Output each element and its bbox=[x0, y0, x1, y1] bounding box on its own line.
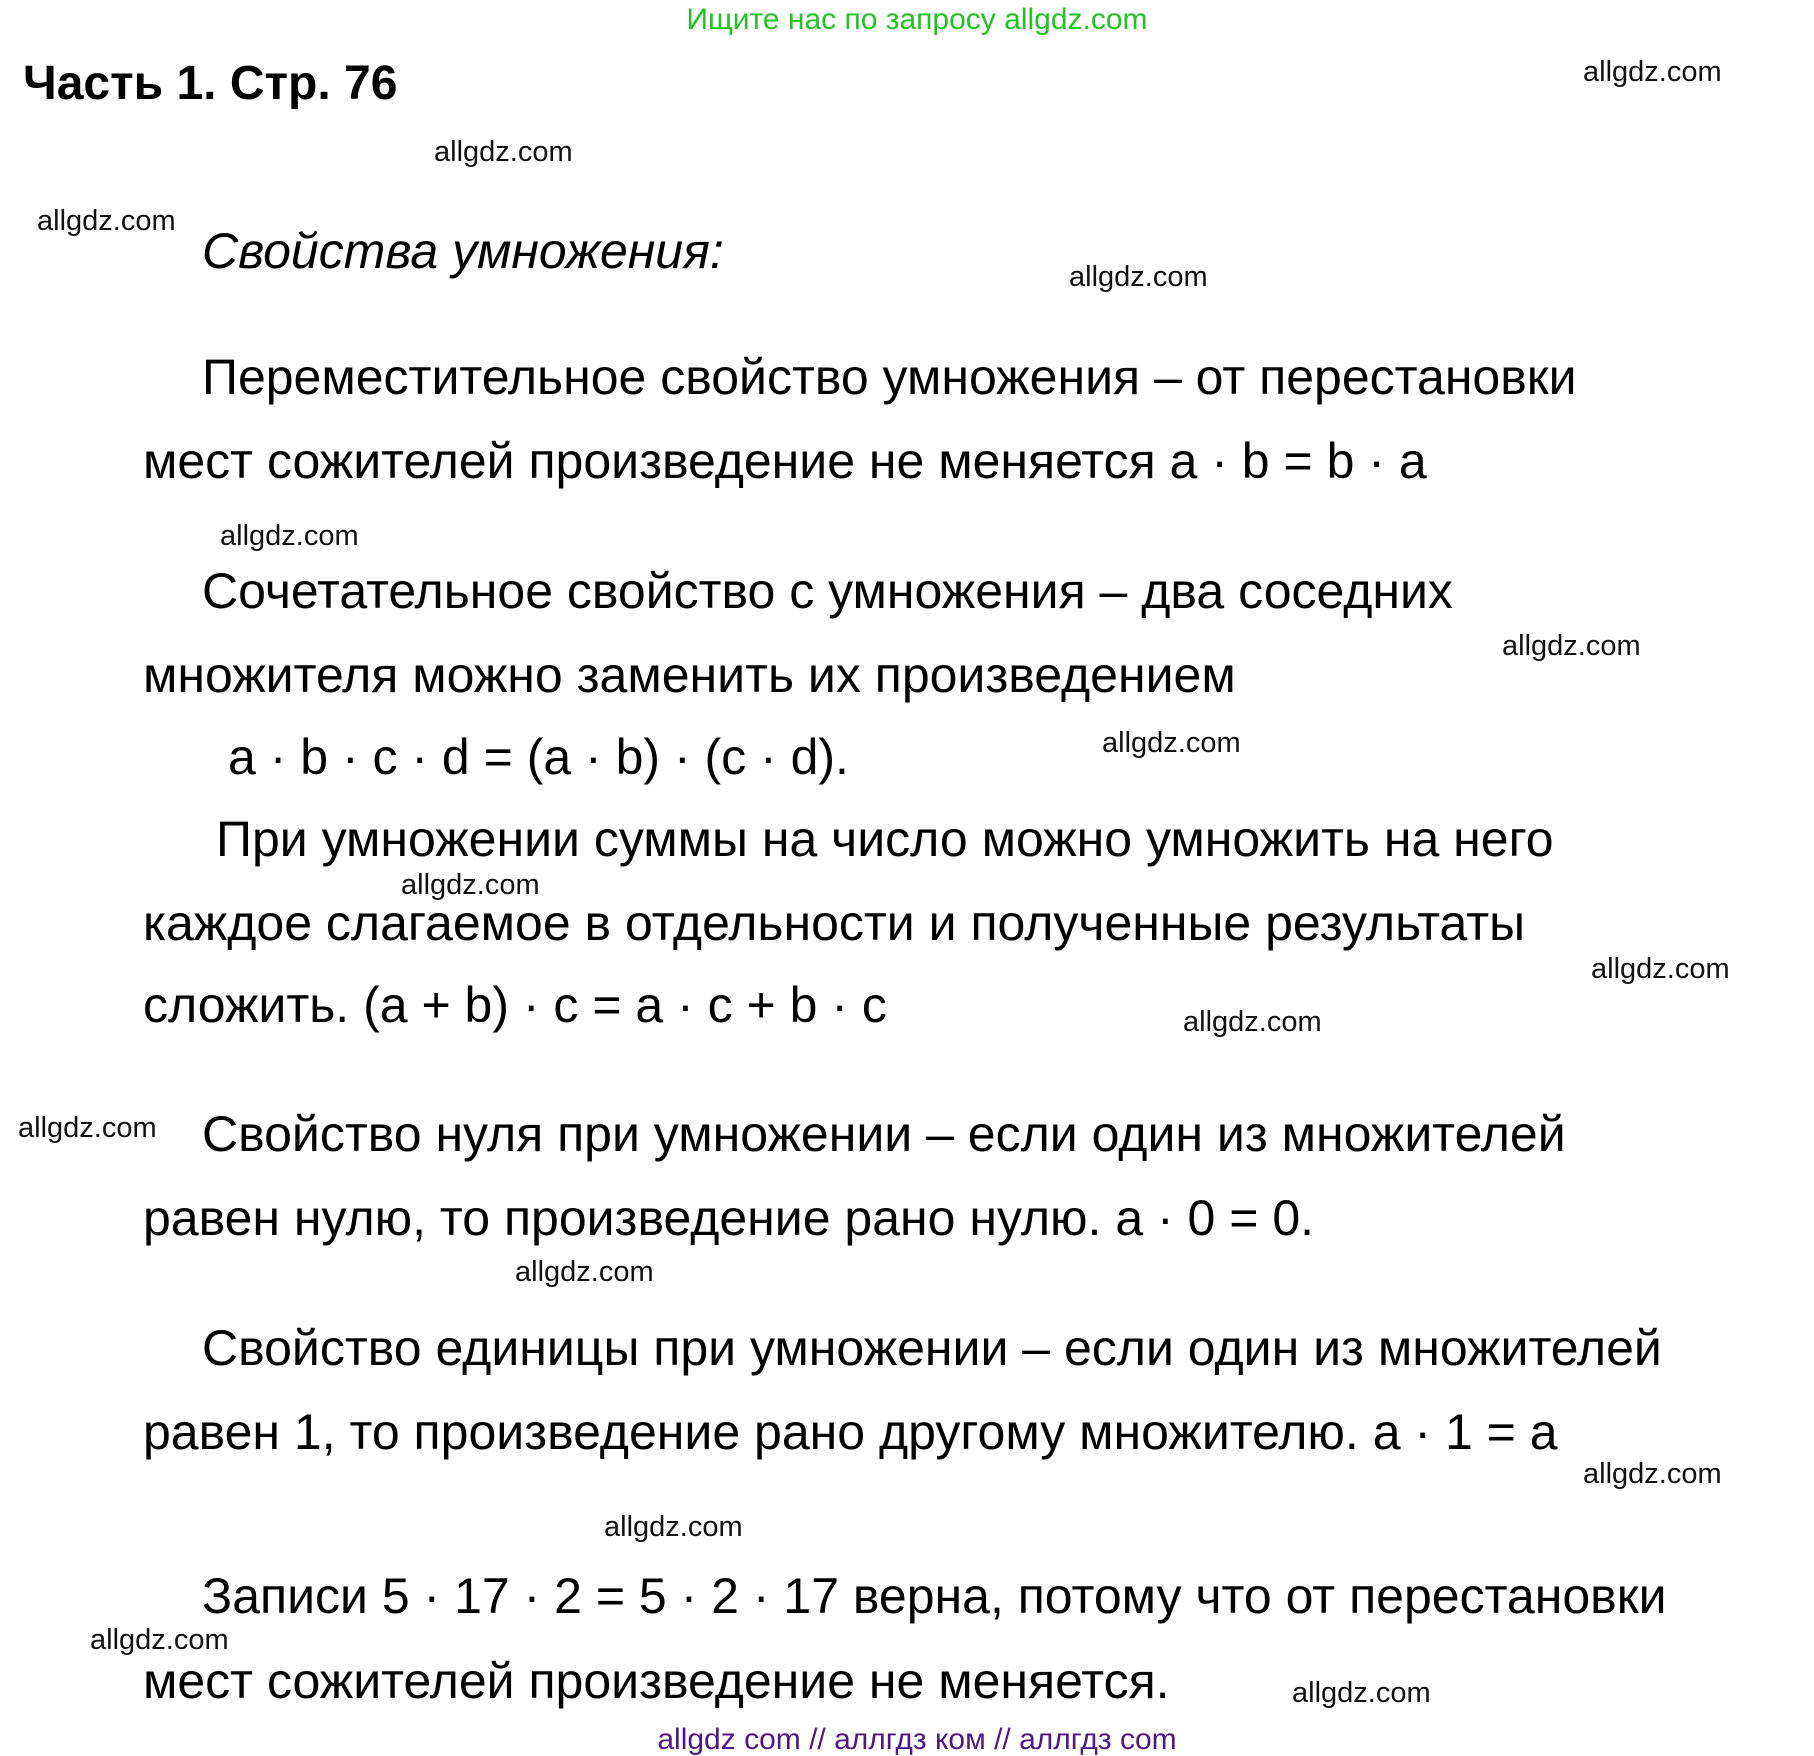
watermark: allgdz.com bbox=[220, 520, 359, 552]
watermark: allgdz.com bbox=[1591, 953, 1730, 985]
watermark: allgdz.com bbox=[1069, 261, 1208, 293]
text-line: Свойство нуля при умножении – если один из множителей bbox=[202, 1106, 1566, 1162]
watermark: allgdz.com bbox=[1583, 56, 1722, 88]
text-line: Записи 5 · 17 · 2 = 5 · 2 · 17 верна, потому что от перестановки bbox=[202, 1568, 1667, 1624]
text-line: равен нулю, то произведение рано нулю. a · 0 = 0. bbox=[143, 1190, 1315, 1246]
text-line: Переместительное свойство умножения – от перестановки bbox=[202, 349, 1577, 405]
text-line: Сочетательное свойство с умножения – два соседних bbox=[202, 563, 1453, 619]
watermark: allgdz.com bbox=[1292, 1677, 1431, 1709]
text-line: Свойство единицы при умножении – если один из множителей bbox=[202, 1320, 1662, 1376]
watermark: allgdz.com bbox=[1583, 1458, 1722, 1490]
text-line: мест сожителей произведение не меняется. bbox=[143, 1653, 1170, 1709]
section-title: Свойства умножения: bbox=[202, 223, 724, 279]
page-title: Часть 1. Стр. 76 bbox=[23, 57, 398, 110]
text-line: равен 1, то произведение рано другому множителю. a · 1 = a bbox=[143, 1404, 1558, 1460]
watermark: allgdz.com bbox=[1502, 630, 1641, 662]
watermark: allgdz.com bbox=[434, 136, 573, 168]
promo-banner: Ищите нас по запросу allgdz.com bbox=[686, 3, 1148, 36]
watermark: allgdz.com bbox=[37, 205, 176, 237]
text-line: каждое слагаемое в отдельности и полученные результаты bbox=[143, 895, 1526, 951]
watermark: allgdz.com bbox=[1102, 727, 1241, 759]
watermark: allgdz.com bbox=[604, 1511, 743, 1543]
footer-watermark: allgdz com // аллгдз ком // аллгдз com bbox=[657, 1723, 1177, 1756]
text-line: мест сожителей произведение не меняется a · b = b · a bbox=[143, 433, 1427, 489]
watermark: allgdz.com bbox=[90, 1624, 229, 1656]
text-line: множителя можно заменить их произведением bbox=[143, 647, 1236, 703]
watermark: allgdz.com bbox=[1183, 1006, 1322, 1038]
watermark: allgdz.com bbox=[515, 1256, 654, 1288]
text-line: сложить. (a + b) · c = a · c + b · c bbox=[143, 977, 887, 1033]
formula-line: a · b · c · d = (a · b) · (c · d). bbox=[228, 729, 849, 785]
watermark: allgdz.com bbox=[401, 869, 540, 901]
text-line: При умножении суммы на число можно умножить на него bbox=[216, 811, 1554, 867]
watermark: allgdz.com bbox=[18, 1112, 157, 1144]
